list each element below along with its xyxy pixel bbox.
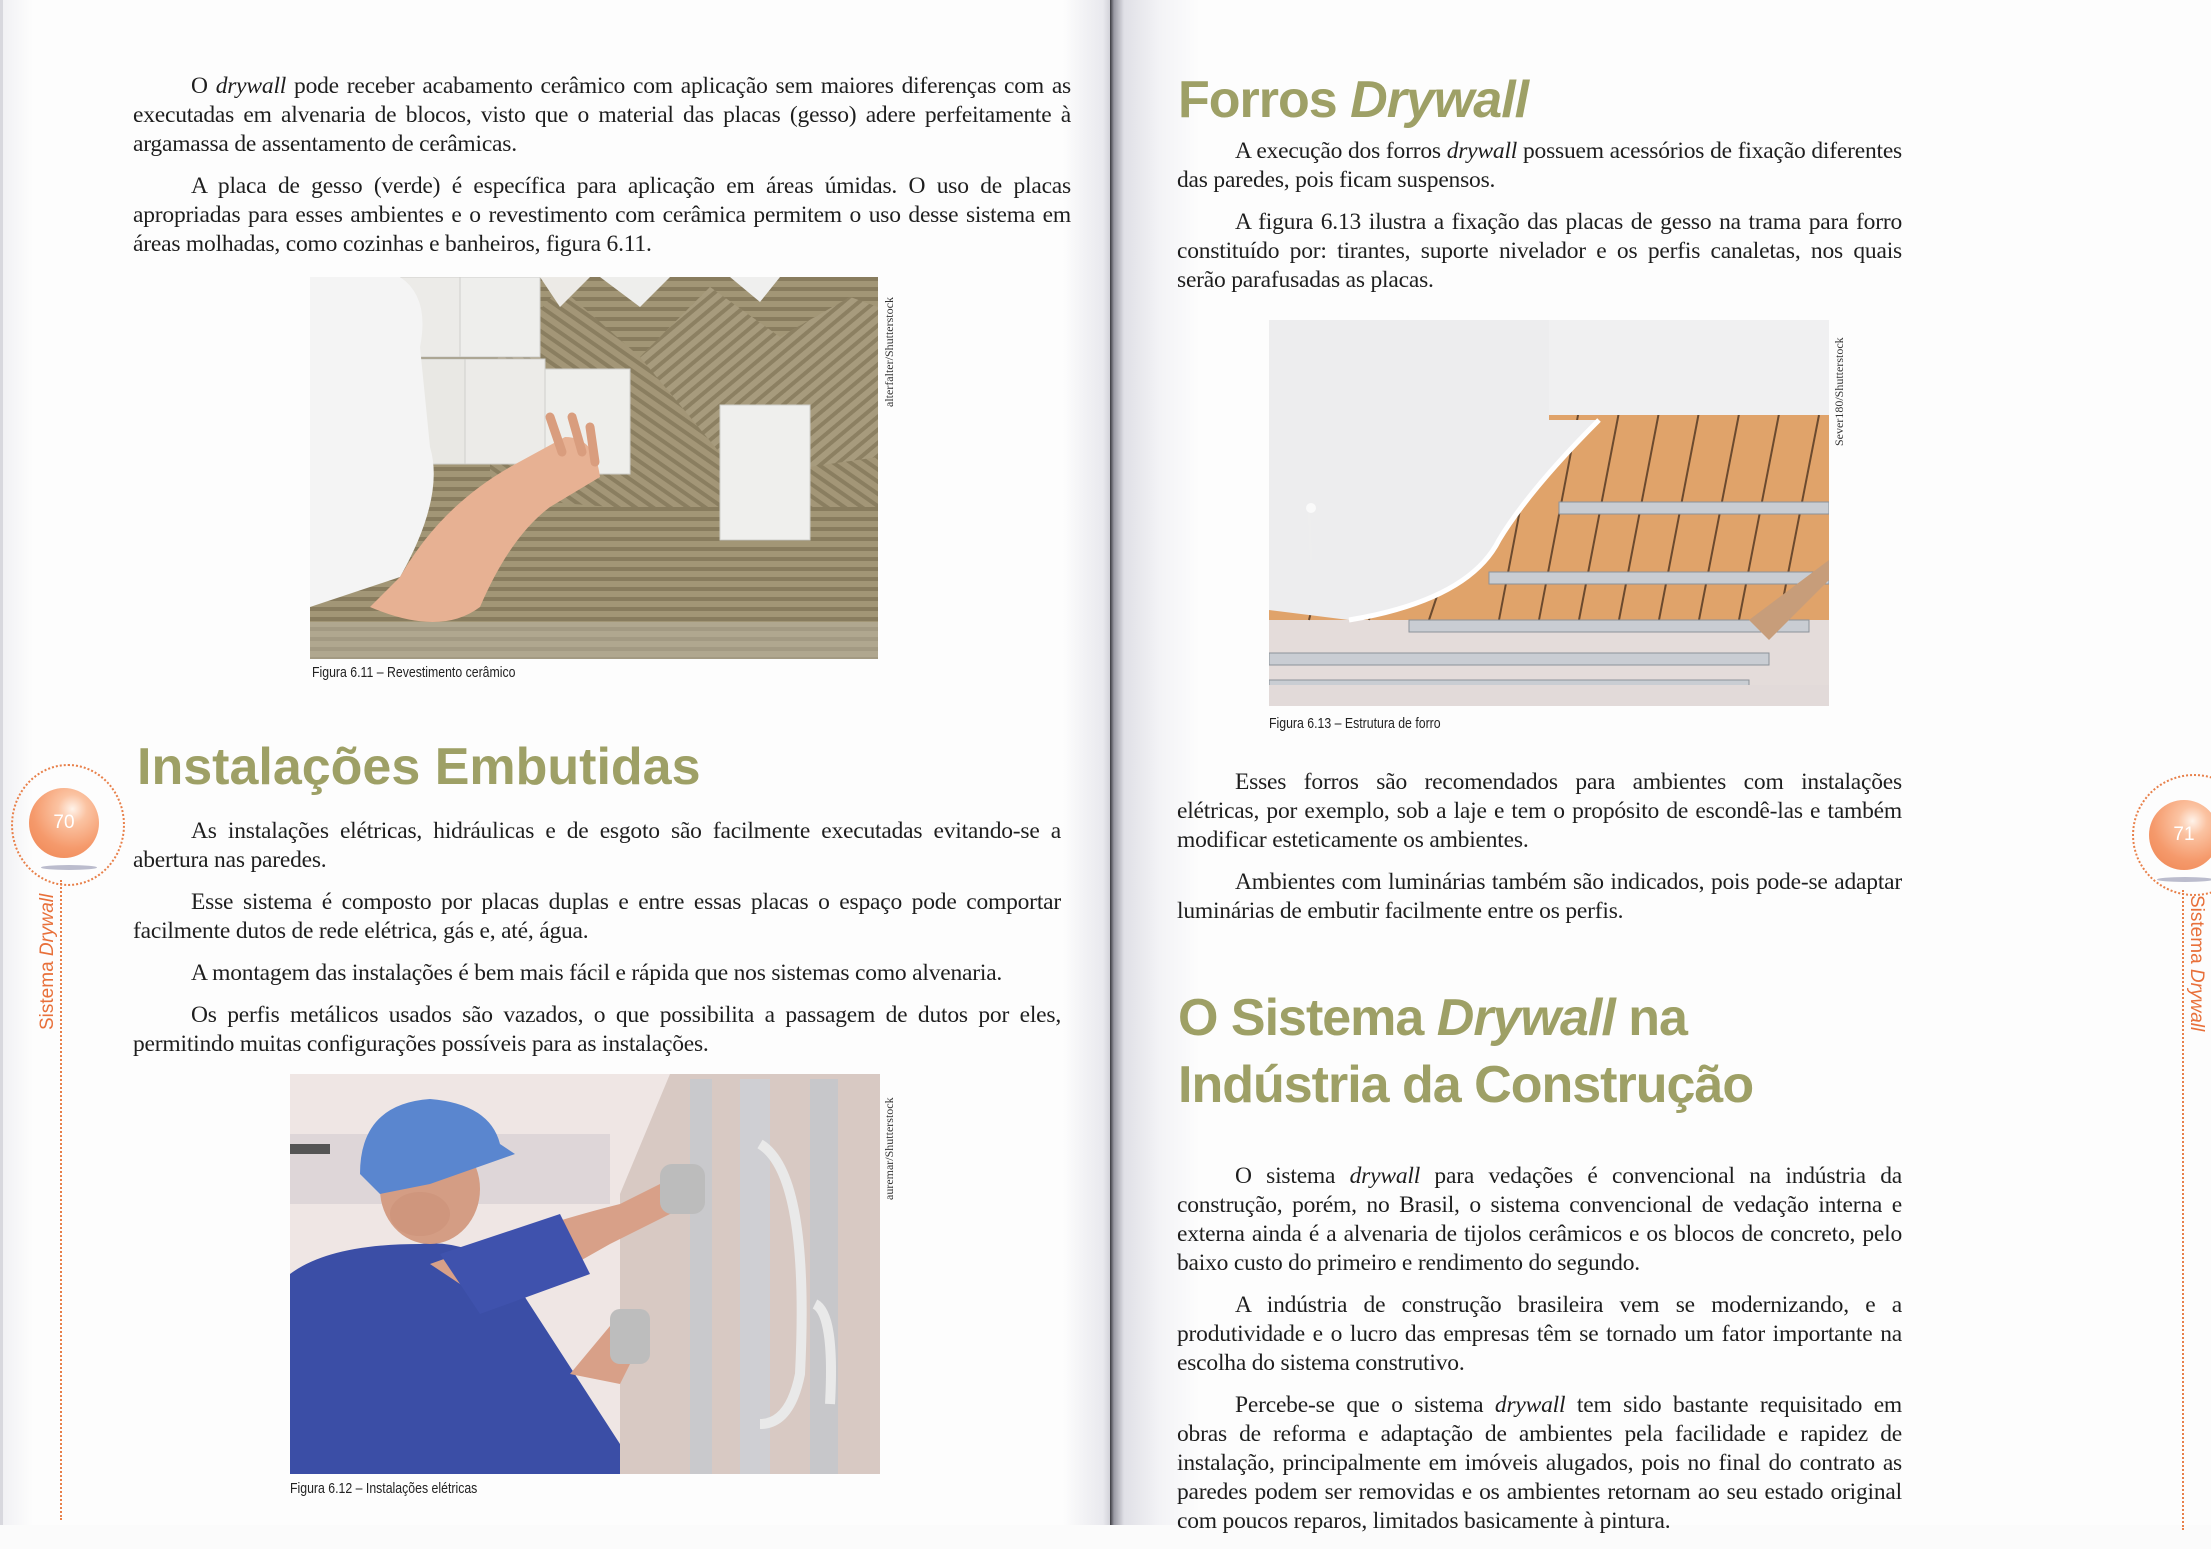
figure-6-12 bbox=[290, 1074, 900, 1514]
left-page bbox=[0, 0, 1113, 1525]
paragraph: A figura 6.13 ilustra a fixação das placas de gesso na trama para forro constituído por: tirantes, suporte nivelador e os perfis canaletas, nos quais serão parafusadas as placas. bbox=[1177, 209, 1902, 293]
photo-credit: alterfalter/Shutterstock bbox=[882, 297, 896, 407]
marker-line bbox=[60, 880, 62, 1520]
marker-line bbox=[2182, 890, 2184, 1530]
industria-text bbox=[1177, 1162, 1902, 1549]
paragraph: A placa de gesso (verde) é específica para aplicação em áreas úmidas. O uso de placas apropriadas para esses ambientes e o revestimento com cerâmica permitem o uso desse sistema em áreas molhadas, como cozinhas e banheiros, figura 6.11. bbox=[133, 173, 1071, 257]
paragraph: A montagem das instalações é bem mais fácil e rápida que nos sistemas como alvenaria. bbox=[191, 960, 1003, 986]
forros-text bbox=[1177, 137, 1902, 308]
paragraph: As instalações elétricas, hidráulicas e de esgoto são facilmente executadas evitando-se a abertura nas paredes. bbox=[133, 818, 1061, 873]
instalacoes-text bbox=[133, 817, 1061, 1072]
electrician-photo bbox=[290, 1074, 880, 1474]
section-heading-industria: O Sistema Drywall na Indústria da Construção bbox=[1178, 989, 1754, 1114]
section-heading-instalacoes: Instalações Embutidas bbox=[137, 738, 701, 796]
after-figure-text bbox=[1177, 768, 1902, 939]
ceiling-photo bbox=[1269, 320, 1829, 706]
paragraph: A indústria de construção brasileira vem se modernizando, e a produtividade e o lucro das empresas têm se tornado um fator importante na escolha do sistema construtivo. bbox=[1177, 1292, 1902, 1376]
figure-6-13 bbox=[1269, 320, 1869, 740]
photo-credit: Sever180/Shutterstock bbox=[1832, 337, 1846, 446]
figure-caption: Figura 6.13 – Estrutura de forro bbox=[1269, 715, 1441, 732]
photo-credit: auremar/Shutterstock bbox=[882, 1097, 896, 1200]
figure-caption: Figura 6.11 – Revestimento cerâmico bbox=[312, 664, 516, 681]
badge-shadow bbox=[41, 865, 97, 870]
page-number-badge: 71 bbox=[2149, 800, 2211, 870]
paragraph: Esse sistema é composto por placas duplas e entre essas placas o espaço pode comportar facilmente dutos de rede elétrica, gás e, até, água. bbox=[133, 889, 1061, 944]
tile-photo bbox=[310, 277, 878, 659]
paragraph: O drywall pode receber acabamento cerâmico com aplicação sem maiores diferenças com as executadas em alvenaria de blocos, visto que o material das placas (gesso) adere perfeitamente à argamassa de assentamento de cerâmicas. bbox=[133, 73, 1072, 157]
running-title: Sistema Drywall bbox=[37, 893, 58, 1030]
page-marker-right bbox=[2100, 740, 2211, 1530]
right-page bbox=[1110, 0, 2211, 1534]
page-number-badge: 70 bbox=[29, 788, 99, 858]
paragraph: O sistema drywall para vedações é convencional na indústria da construção, porém, no Brasil, o sistema convencional de vedação interna e externa ainda é a alvenaria de tijolos cerâmicos e os blocos de concreto, pelo baixo custo do primeiro e rendimento do segundo. bbox=[1177, 1163, 1902, 1276]
paragraph: A execução dos forros drywall possuem acessórios de fixação diferentes das paredes, pois ficam suspensos. bbox=[1177, 138, 1903, 193]
intro-text bbox=[133, 72, 1071, 272]
paragraph: Ambientes com luminárias também são indicados, pois pode-se adaptar luminárias de embutir facilmente entre os perfis. bbox=[1177, 869, 1902, 924]
page-marker-left bbox=[3, 740, 123, 1530]
paragraph: Percebe-se que o sistema drywall tem sido bastante requisitado em obras de reforma e adaptação de ambientes pela facilidade e rapidez de instalação, principalmente em imóveis alugados, pois no final do contrato as paredes podem ser removidas e os ambientes retornam ao seu estado original com poucos reparos, limitados basicamente à pintura. bbox=[1177, 1392, 1903, 1534]
paragraph: Esses forros são recomendados para ambientes com instalações elétricas, por exemplo, sob a laje e tem o propósito de escondê-las e também modificar esteticamente os ambientes. bbox=[1177, 769, 1902, 853]
badge-shadow bbox=[2157, 877, 2211, 882]
figure-6-11 bbox=[310, 277, 896, 687]
figure-caption: Figura 6.12 – Instalações elétricas bbox=[290, 1480, 478, 1497]
running-title: Sistema Drywall bbox=[2186, 895, 2207, 1032]
paragraph: Os perfis metálicos usados são vazados, o que possibilita a passagem de dutos por eles, permitindo muitas configurações possíveis para as instalações. bbox=[133, 1002, 1061, 1057]
section-heading-forros: Forros Drywall bbox=[1178, 71, 1529, 129]
